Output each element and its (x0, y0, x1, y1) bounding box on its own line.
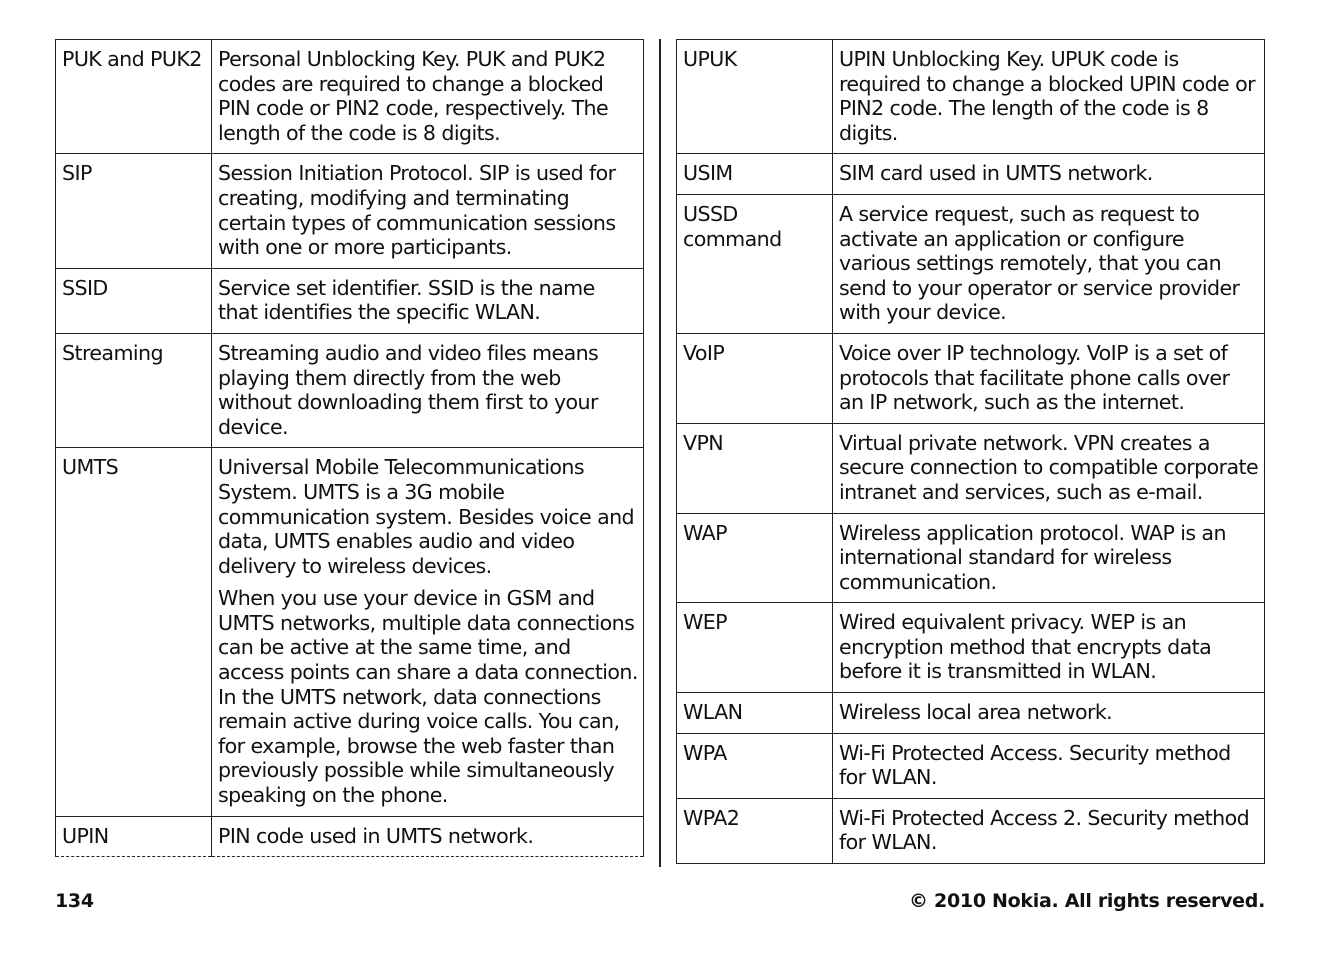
glossary-rows-left (56, 40, 644, 857)
glossary-definition (212, 816, 644, 857)
glossary-rows-right (677, 40, 1265, 864)
glossary-row (677, 423, 1265, 513)
glossary-definition (833, 154, 1265, 195)
glossary-definition (833, 333, 1265, 423)
glossary-definition (212, 333, 644, 447)
definition-paragraph: Universal Mobile Telecommunications System. UMTS is a 3G mobile communication system. Besides voice and data, UMTS enables audio and video delivery to wireless devices. (218, 455, 635, 578)
page-number: 134 (55, 890, 94, 912)
definition-paragraph: PIN code used in UMTS network. (218, 823, 534, 848)
glossary-term: WPA (677, 733, 833, 798)
glossary-term: WAP (677, 513, 833, 603)
glossary-term: UMTS (56, 448, 212, 816)
glossary-row (56, 154, 644, 268)
glossary-definition (833, 423, 1265, 513)
glossary-definition (833, 40, 1265, 154)
glossary-row (677, 733, 1265, 798)
glossary-term: Streaming (56, 333, 212, 447)
definition-paragraph: Wi-Fi Protected Access 2. Security method for WLAN. (839, 805, 1250, 855)
glossary-definition (833, 194, 1265, 333)
glossary-definition (833, 798, 1265, 863)
definition-paragraph: Session Initiation Protocol. SIP is used for creating, modifying and terminating certain types of communication sessions with one or more participants. (218, 161, 616, 260)
glossary-row (677, 154, 1265, 195)
glossary-term: WPA2 (677, 798, 833, 863)
glossary-term: UPIN (56, 816, 212, 857)
definition-paragraph: When you use your device in GSM and UMTS networks, multiple data connections can be active at the same time, and access points can share a data connection. In the UMTS network, data connections remain active during voice calls. You can, for example, browse the web faster than previously possible while simultaneously speaking on the phone. (218, 586, 638, 808)
glossary-term: USSD command (677, 194, 833, 333)
glossary-row (677, 194, 1265, 333)
glossary-definition (833, 693, 1265, 734)
glossary-row (56, 816, 644, 857)
glossary-row (56, 333, 644, 447)
glossary-row (56, 268, 644, 333)
glossary-definition (212, 268, 644, 333)
glossary-row (677, 603, 1265, 693)
definition-paragraph: UPIN Unblocking Key. UPUK code is required to change a blocked UPIN code or PIN2 code. The length of the code is 8 digits. (839, 47, 1255, 145)
glossary-row (677, 693, 1265, 734)
glossary-row (677, 513, 1265, 603)
definition-paragraph: Streaming audio and video files means playing them directly from the web without downloading them first to your device. (218, 340, 599, 439)
definition-paragraph: Personal Unblocking Key. PUK and PUK2 codes are required to change a blocked PIN code or PIN2 code, respectively. The length of the code is 8 digits. (218, 47, 609, 145)
glossary-row (677, 333, 1265, 423)
glossary-table-left (55, 39, 644, 857)
glossary-term: WEP (677, 603, 833, 693)
glossary-term: SSID (56, 268, 212, 333)
glossary-row (677, 40, 1265, 154)
definition-paragraph: Virtual private network. VPN creates a secure connection to compatible corporate intranet and services, such as e-mail. (839, 430, 1259, 504)
definition-paragraph: Wired equivalent privacy. WEP is an encryption method that encrypts data before it is transmitted in WLAN. (839, 610, 1212, 684)
glossary-row (56, 40, 644, 154)
glossary-definition (212, 154, 644, 268)
definition-paragraph: A service request, such as request to activate an application or configure various settings remotely, that you can send to your operator or service provider with your device. (839, 201, 1240, 325)
definition-paragraph: Service set identifier. SSID is the name that identifies the specific WLAN. (218, 275, 595, 325)
glossary-table-right (676, 39, 1265, 864)
glossary-term: VoIP (677, 333, 833, 423)
definition-paragraph: Wireless application protocol. WAP is an international standard for wireless communication. (839, 520, 1226, 594)
glossary-term: WLAN (677, 693, 833, 734)
glossary-term: SIP (56, 154, 212, 268)
definition-paragraph: Voice over IP technology. VoIP is a set of protocols that facilitate phone calls over an IP network, such as the internet. (839, 340, 1230, 415)
glossary-term: VPN (677, 423, 833, 513)
column-divider (659, 39, 661, 867)
copyright-notice: © 2010 Nokia. All rights reserved. (909, 890, 1265, 912)
glossary-term: PUK and PUK2 (56, 40, 212, 154)
glossary-term: USIM (677, 154, 833, 195)
definition-paragraph: SIM card used in UMTS network. (839, 161, 1153, 186)
definition-paragraph: Wi-Fi Protected Access. Security method for WLAN. (839, 740, 1231, 790)
glossary-row (56, 448, 644, 816)
glossary-definition (833, 603, 1265, 693)
glossary-definition (833, 733, 1265, 798)
glossary-definition (833, 513, 1265, 603)
glossary-term: UPUK (677, 40, 833, 154)
definition-paragraph: Wireless local area network. (839, 700, 1113, 725)
glossary-definition (212, 448, 644, 816)
glossary-row (677, 798, 1265, 863)
glossary-definition (212, 40, 644, 154)
